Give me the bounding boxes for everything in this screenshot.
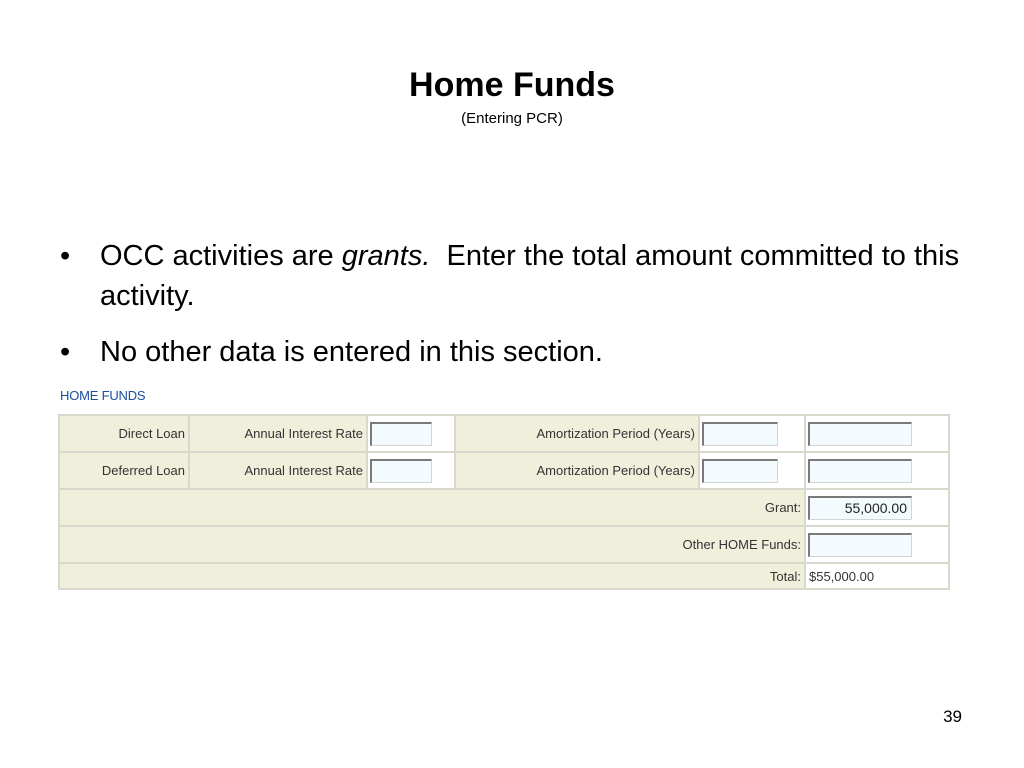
grant-label: Grant: — [59, 489, 805, 526]
table-row-other-home-funds — [59, 526, 949, 563]
table-row-deferred-loan — [59, 452, 949, 489]
other-home-funds-label: Other HOME Funds: — [59, 526, 805, 563]
table-row-direct-loan — [59, 415, 949, 452]
deferred-loan-label: Deferred Loan — [59, 452, 189, 489]
page-number: 39 — [943, 707, 962, 726]
total-value: $55,000.00 — [805, 563, 949, 589]
direct-loan-period-label: Amortization Period (Years) — [455, 415, 699, 452]
direct-loan-label: Direct Loan — [59, 415, 189, 452]
direct-loan-rate-cell — [367, 415, 455, 452]
home-funds-section-label: HOME FUNDS — [60, 388, 146, 403]
bullet-dot-icon: • — [60, 336, 71, 368]
deferred-loan-amount-input[interactable] — [808, 459, 912, 483]
grant-cell — [805, 489, 949, 526]
table-row-total — [59, 563, 949, 589]
deferred-loan-rate-cell — [367, 452, 455, 489]
deferred-loan-period-label: Amortization Period (Years) — [455, 452, 699, 489]
table-row-grant — [59, 489, 949, 526]
home-funds-table — [58, 414, 950, 590]
direct-loan-amount-cell — [805, 415, 949, 452]
deferred-loan-period-cell — [699, 452, 805, 489]
deferred-loan-rate-input[interactable] — [370, 459, 432, 483]
deferred-loan-amount-cell — [805, 452, 949, 489]
direct-loan-rate-label: Annual Interest Rate — [189, 415, 367, 452]
slide-subtitle: (Entering PCR) — [461, 110, 563, 127]
bullet-item-grants — [60, 236, 968, 316]
deferred-loan-rate-label: Annual Interest Rate — [189, 452, 367, 489]
other-home-funds-input[interactable] — [808, 533, 912, 557]
bullet-item-no-other-data — [60, 332, 960, 372]
direct-loan-rate-input[interactable] — [370, 422, 432, 446]
total-label: Total: — [59, 563, 805, 589]
slide-title: Home Funds — [409, 66, 615, 104]
bullet-dot-icon: • — [60, 240, 71, 272]
bullet-text-after: Enter the total amount committed to this activity. — [100, 240, 968, 312]
bullet-list — [60, 236, 968, 388]
direct-loan-period-input[interactable] — [702, 422, 778, 446]
direct-loan-period-cell — [699, 415, 805, 452]
direct-loan-amount-input[interactable] — [808, 422, 912, 446]
bullet-text-italic: grants. — [341, 240, 431, 272]
deferred-loan-period-input[interactable] — [702, 459, 778, 483]
other-home-funds-cell — [805, 526, 949, 563]
grant-input[interactable] — [808, 496, 912, 520]
bullet-text-before: OCC activities are — [100, 240, 342, 272]
bullet-text: No other data is entered in this section. — [100, 336, 603, 368]
